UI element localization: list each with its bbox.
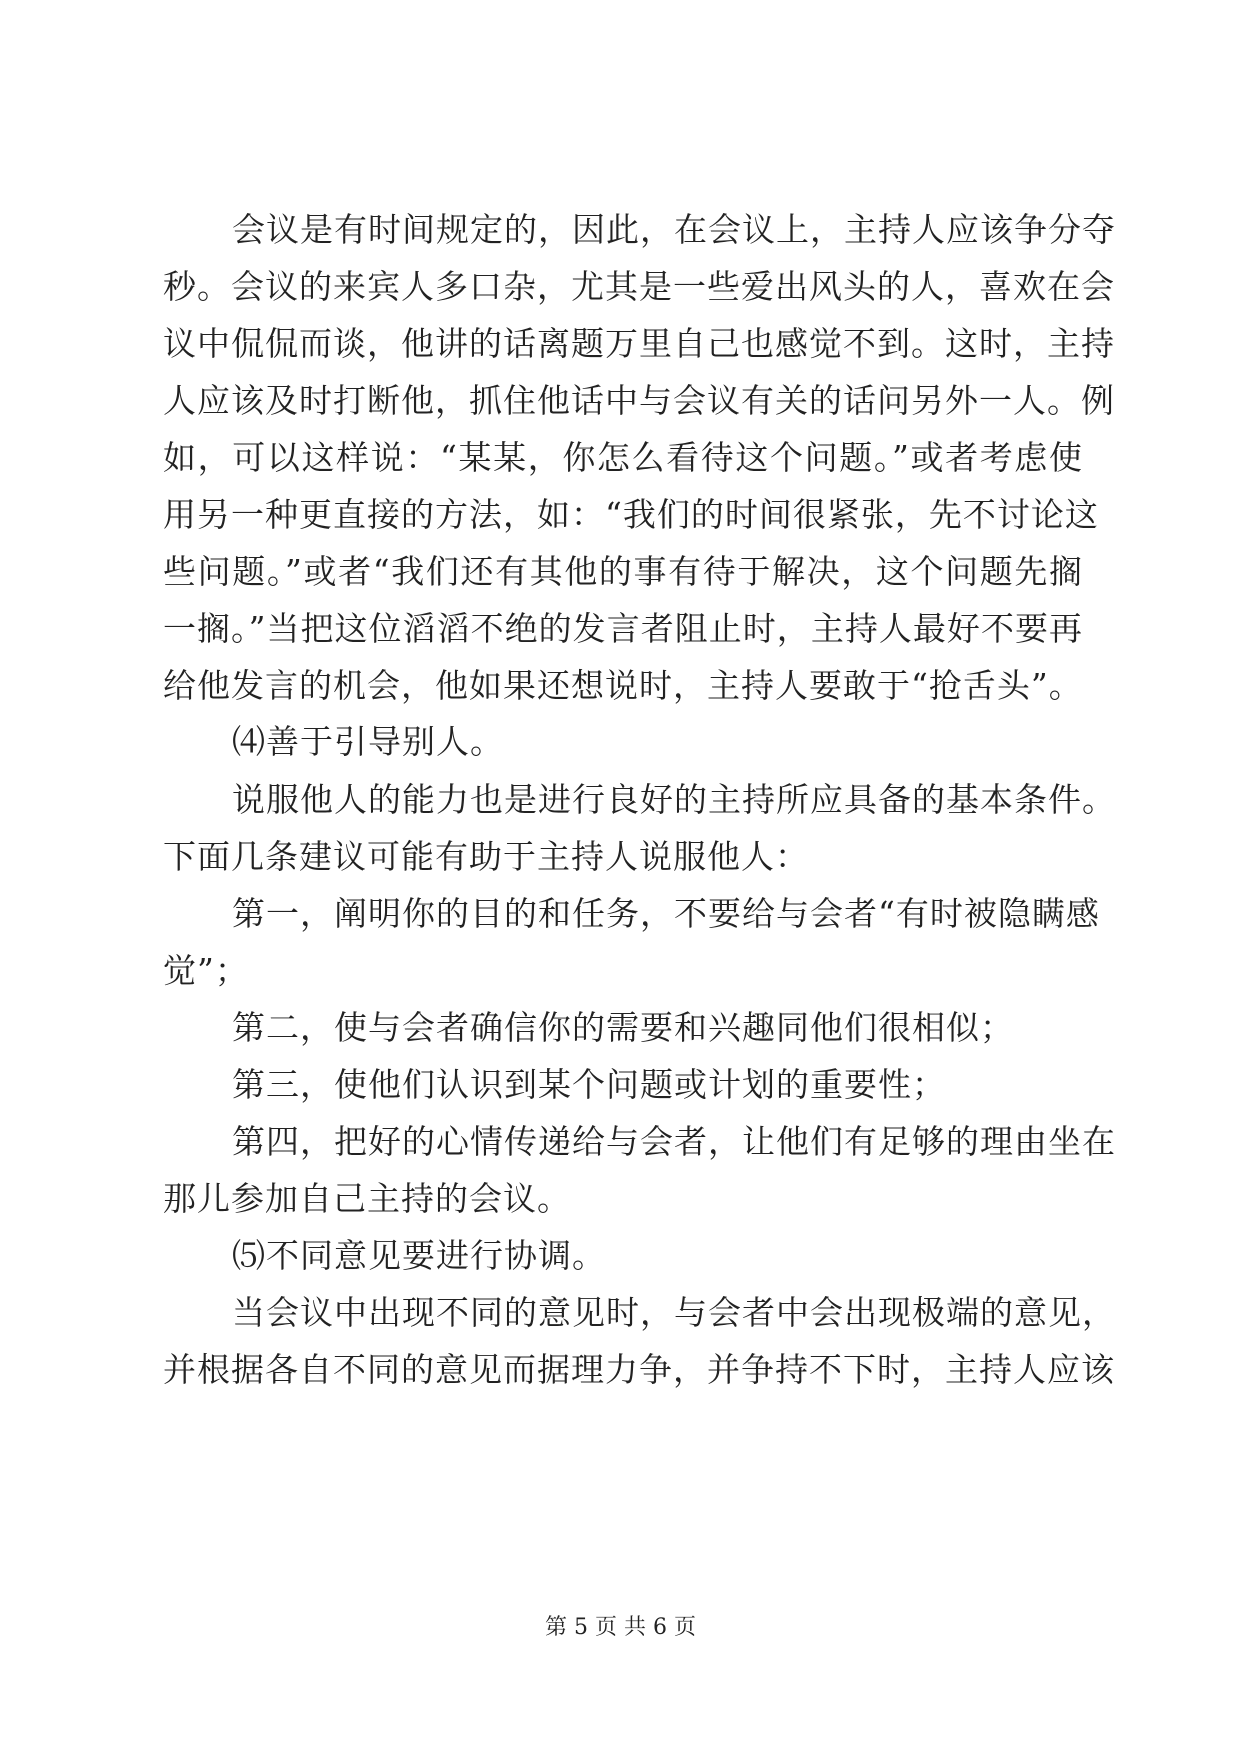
list-item: 第一，阐明你的目的和任务，不要给与会者“有时被隐瞒感 [232, 894, 1100, 933]
list-item: 第四，把好的心情传递给与会者，让他们有足够的理由坐在 [232, 1122, 1116, 1161]
paragraph-line: 一搁。”当把这位滔滔不绝的发言者阻止时，主持人最好不要再 [163, 609, 1083, 648]
paragraph-line: 当会议中出现不同的意见时，与会者中会出现极端的意见， [232, 1293, 1116, 1332]
paragraph-line: 人应该及时打断他，抓住他话中与会议有关的话问另外一人。例 [163, 381, 1115, 420]
section-heading: ⑸不同意见要进行协调。 [232, 1236, 606, 1275]
paragraph-line: 会议是有时间规定的，因此，在会议上，主持人应该争分夺 [232, 210, 1116, 249]
paragraph-line: 并根据各自不同的意见而据理力争，并争持不下时，主持人应该 [163, 1350, 1115, 1389]
list-item: 第三，使他们认识到某个问题或计划的重要性； [232, 1065, 946, 1104]
paragraph-line: 秒。会议的来宾人多口杂，尤其是一些爱出风头的人，喜欢在会 [163, 267, 1115, 306]
paragraph-line: 如，可以这样说：“某某，你怎么看待这个问题。”或者考虑使 [163, 438, 1083, 477]
list-item-continuation: 那儿参加自己主持的会议。 [163, 1179, 571, 1218]
paragraph-line: 说服他人的能力也是进行良好的主持所应具备的基本条件。 [232, 780, 1116, 819]
paragraph-line: 下面几条建议可能有助于主持人说服他人： [163, 837, 809, 876]
paragraph-line: 给他发言的机会，他如果还想说时，主持人要敢于“抢舌头”。 [163, 666, 1083, 705]
paragraph-line: 议中侃侃而谈，他讲的话离题万里自己也感觉不到。这时，主持 [163, 324, 1115, 363]
paragraph-line: 些问题。”或者“我们还有其他的事有待于解决，这个问题先搁 [163, 552, 1083, 591]
list-item: 第二，使与会者确信你的需要和兴趣同他们很相似； [232, 1008, 1014, 1047]
list-item-continuation: 觉”； [163, 951, 249, 990]
page-footer: 第 5 页 共 6 页 [545, 1615, 696, 1640]
paragraph-line: 用另一种更直接的方法，如：“我们的时间很紧张，先不讨论这 [163, 495, 1099, 534]
section-heading: ⑷善于引导别人。 [232, 722, 504, 761]
